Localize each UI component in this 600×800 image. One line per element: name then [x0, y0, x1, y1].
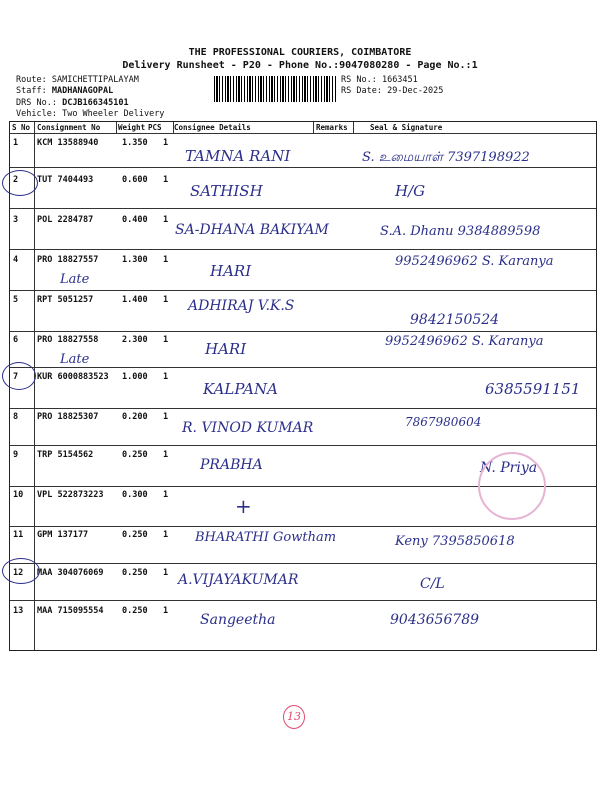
drs-info: DRS No.: DCJB166345101 — [16, 98, 129, 108]
page-subtitle: Delivery Runsheet - P20 - Phone No.:9047080280 - Page No.:1 — [122, 60, 478, 71]
page-title: THE PROFESSIONAL COURIERS, COIMBATORE — [188, 47, 412, 58]
rs-no-info: RS No.: 1663451 — [341, 75, 418, 85]
handwritten-consignee: Sangeetha — [200, 612, 276, 628]
barcode — [214, 76, 336, 102]
vehicle-info: Vehicle: Two Wheeler Delivery — [16, 109, 165, 119]
handwritten-note: Late — [60, 352, 90, 367]
courier-seal-stamp — [478, 452, 546, 520]
handwritten-signature: S. உமையாள் 7397198922 — [362, 150, 530, 165]
handwritten-consignee: A.VIJAYAKUMAR — [178, 572, 299, 588]
handwritten-consignee: BHARATHI Gowtham — [195, 530, 337, 545]
page-count-mark: 13 — [283, 705, 305, 729]
handwritten-consignee: SATHISH — [190, 182, 263, 200]
handwritten-signature: H/G — [395, 182, 426, 200]
handwritten-consignee: ADHIRAJ V.K.S — [188, 298, 295, 314]
handwritten-signature: 6385591151 — [485, 380, 581, 398]
handwritten-circle — [2, 362, 36, 390]
runsheet-table: S No Consignment No Weight PCS Consignee Details Remarks Seal & Signature 1 KCM 13588940 1.350 1 2 TUT 7404493 0.600 1 3 POL 2284787 0.400 1 4 PRO 18827557 1.300 1 5 RPT 5051257 1.400 1 6 PRO 18827558 2.300 1 7 KUR 6000883523 1.000 1 8 PRO 18825307 0.200 1 9 TRP 5154562 0.250 1 10 VPL 522873223 0.300 1 11 GPM 137177 0.250 1 12 MAA 304076069 0.250 1 13 MAA 715095554 0.250 1 TAMNA RANI SATHISH SA-DHANA BAKIYAM HARI ADHIRAJ V.K.S HARI KALPANA R. VINOD KUMAR PRABHA + BHARATHI Gowtham A.VIJAYAKUMAR Sangeetha Late Late S. உமையாள் 7397198922 H/G S.A. Dhanu 9384889598 9952496962 S. Karanya 9842150524 9952496962 S. Karanya 6385591151 7867980604 N. Priya Keny 7395850618 C/L 9043656789 — [9, 121, 597, 651]
handwritten-circle — [2, 170, 38, 196]
handwritten-signature: 9043656789 — [390, 612, 480, 628]
handwritten-signature: 9952496962 S. Karanya — [395, 254, 554, 269]
handwritten-signature: 9952496962 S. Karanya — [385, 334, 544, 349]
handwritten-consignee: HARI — [205, 340, 247, 358]
handwritten-signature: C/L — [420, 576, 445, 592]
rs-date-info: RS Date: 29-Dec-2025 — [341, 86, 444, 96]
handwritten-consignee: + — [235, 494, 252, 518]
col-header-weight: Weight — [118, 123, 146, 132]
handwritten-consignee: HARI — [210, 262, 252, 280]
handwritten-signature: N. Priya — [480, 460, 538, 476]
handwritten-consignee: SA-DHANA BAKIYAM — [175, 222, 329, 238]
handwritten-signature: S.A. Dhanu 9384889598 — [380, 224, 541, 239]
handwritten-signature: 7867980604 — [405, 415, 482, 429]
col-header-consignee: Consignee Details — [174, 123, 251, 132]
staff-info: Staff: MADHANAGOPAL — [16, 86, 114, 96]
handwritten-consignee: KALPANA — [203, 380, 278, 398]
handwritten-circle — [2, 558, 40, 584]
col-header-remarks: Remarks — [316, 123, 348, 132]
handwritten-note: Late — [60, 272, 90, 287]
col-header-consignment: Consignment No — [37, 123, 101, 132]
handwritten-consignee: PRABHA — [200, 457, 263, 473]
handwritten-signature: Keny 7395850618 — [395, 534, 515, 549]
col-header-pcs: PCS — [148, 123, 162, 132]
handwritten-consignee: R. VINOD KUMAR — [182, 420, 314, 436]
handwritten-consignee: TAMNA RANI — [185, 147, 291, 165]
col-header-sno: S No — [12, 123, 31, 132]
handwritten-signature: 9842150524 — [410, 312, 500, 328]
route-info: Route: SAMICHETTIPALAYAM — [16, 75, 139, 85]
col-header-signature: Seal & Signature — [370, 123, 443, 132]
